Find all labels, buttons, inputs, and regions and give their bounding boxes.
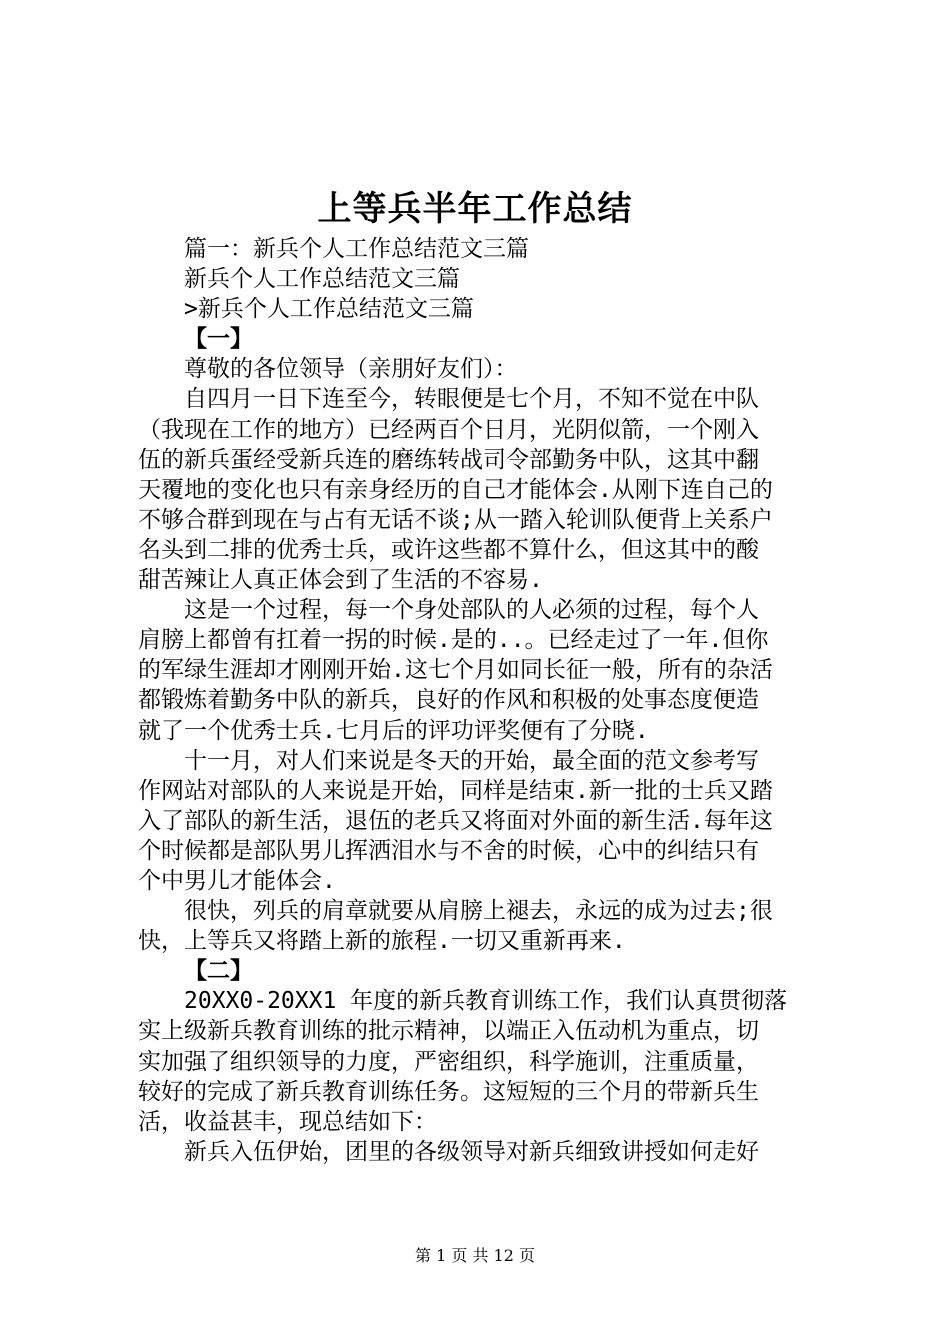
text-line: 伍的新兵蛋经受新兵连的磨练转战司令部勤务中队，这其中翻 [138,446,759,473]
text-line: 甜苦辣让人真正体会到了生活的不容易. [138,567,543,594]
text-line: 这是一个过程，每一个身处部队的人必须的过程，每个人 [184,597,759,624]
text-line: 新兵个人工作总结范文三篇 [184,266,460,293]
text-line: 不够合群到现在与占有无话不谈;从一踏入轮训队便背上关系户 [138,506,773,533]
text-line: 个时候都是部队男儿挥洒泪水与不舍的时候，心中的纠结只有 [138,837,759,864]
text-line: 实加强了组织领导的力度，严密组织，科学施训，注重质量， [138,1048,759,1075]
text-line: 快，上等兵又将踏上新的旅程.一切又重新再来. [138,928,626,955]
section-heading: 【一】 [184,326,253,353]
text-line: 20XX0-20XX1 年度的新兵教育训练工作，我们认真贯彻落 [184,988,788,1015]
text-line: 新兵入伍伊始，团里的各级领导对新兵细致讲授如何走好 [184,1138,759,1165]
text-line: 尊敬的各位领导（亲朋好友们）： [184,356,518,383]
page-indicator: 第 1 页 共 12 页 [415,1246,535,1265]
text-line: 十一月，对人们来说是冬天的开始，最全面的范文参考写 [184,747,759,774]
section-heading: 【二】 [184,958,253,985]
text-line: 较好的完成了新兵教育训练任务。这短短的三个月的带新兵生 [138,1078,759,1105]
text-line: 肩膀上都曾有扛着一拐的时候.是的..。已经走过了一年.但你 [138,627,769,654]
text-line: 篇一：新兵个人工作总结范文三篇 [184,236,529,262]
document-body [138,234,832,1167]
text-line: 入了部队的新生活，退伍的老兵又将面对外面的新生活.每年这 [138,807,773,834]
text-line: 实上级新兵教育训练的批示精神，以端正入伍动机为重点，切 [138,1018,759,1045]
text-line: 都锻炼着勤务中队的新兵，良好的作风和积极的处事态度便造 [138,687,759,714]
document-title: 上等兵半年工作总结 [317,189,633,229]
text-line: 自四月一日下连至今，转眼便是七个月，不知不觉在中队 [184,386,759,413]
text-line: 天覆地的变化也只有亲身经历的自己才能体会.从刚下连自己的 [138,476,773,503]
text-line: 的军绿生涯却才刚刚开始.这七个月如同长征一般，所有的杂活 [138,657,773,684]
text-line: 作网站对部队的人来说是开始，同样是结束.新一批的士兵又踏 [138,777,773,804]
text-line: （我现在工作的地方）已经两百个日月，光阴似箭，一个刚入 [138,416,759,443]
text-line: 就了一个优秀士兵.七月后的评功评奖便有了分晓. [138,717,649,744]
text-line: 名头到二排的优秀士兵，或许这些都不算什么，但这其中的酸 [138,536,759,563]
text-line: 活，收益甚丰，现总结如下： [138,1108,437,1135]
text-line: 个中男儿才能体会. [138,867,336,894]
text-line: 很快，列兵的肩章就要从肩膀上褪去，永远的成为过去;很 [184,898,773,925]
text-line: >新兵个人工作总结范文三篇 [184,296,474,323]
